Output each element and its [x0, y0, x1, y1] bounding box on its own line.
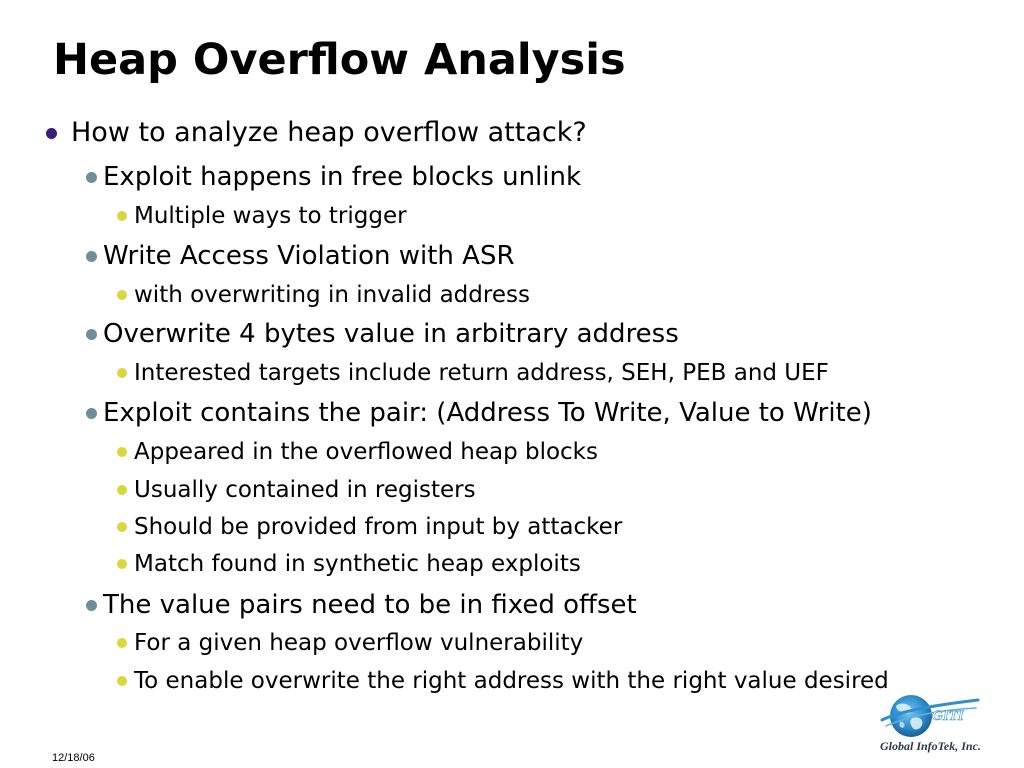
bullet-dot-icon	[117, 368, 127, 378]
bullet-dot-icon	[86, 251, 97, 262]
bullet-dot-icon	[117, 211, 127, 221]
bullet-dot-icon	[117, 676, 127, 686]
bullet-text: Exploit contains the pair: (Address To Write, Value to Write)	[103, 398, 872, 428]
bullet-text: Appeared in the overflowed heap blocks	[134, 439, 598, 465]
bullet-text: To enable overwrite the right address with the right value desired	[134, 668, 889, 694]
slide-title: Heap Overflow Analysis	[53, 35, 626, 85]
bullet-dot-icon	[117, 559, 127, 569]
bullet-text: Overwrite 4 bytes value in arbitrary address	[103, 319, 679, 349]
bullet-item	[86, 317, 679, 351]
bullet-item	[86, 396, 872, 430]
bullet-item	[117, 512, 622, 542]
bullet-dot-icon	[86, 329, 97, 340]
bullet-text: For a given heap overflow vulnerability	[134, 630, 584, 656]
bullet-item	[86, 588, 637, 622]
bullet-text: Should be provided from input by attacker	[134, 514, 623, 540]
bullet-item	[117, 666, 889, 696]
bullet-dot-icon	[117, 522, 127, 532]
bullet-text: The value pairs need to be in fixed offset	[103, 590, 637, 620]
bullet-item	[117, 549, 581, 579]
bullet-item	[117, 437, 598, 467]
bullet-dot-icon	[117, 447, 127, 457]
bullet-dot-icon	[46, 128, 57, 139]
bullet-item	[117, 358, 829, 388]
bullet-dot-icon	[86, 408, 97, 419]
bullet-text: Match found in synthetic heap exploits	[134, 551, 581, 577]
logo-company-name: Global InfoTek, Inc.	[880, 739, 981, 753]
bullet-item	[117, 628, 583, 658]
bullet-item	[117, 280, 530, 310]
bullet-dot-icon	[117, 290, 127, 300]
bullet-text: with overwriting in invalid address	[134, 282, 530, 308]
logo-brand-text: GITI	[932, 708, 964, 724]
bullet-text: Interested targets include return address, SEH, PEB and UEF	[134, 360, 829, 386]
bullet-item	[46, 115, 587, 151]
bullet-dot-icon	[86, 172, 97, 183]
bullet-text: Exploit happens in free blocks unlink	[103, 162, 582, 192]
bullet-item	[86, 160, 581, 194]
bullet-dot-icon	[117, 485, 127, 495]
bullet-text: Multiple ways to trigger	[134, 203, 407, 229]
bullet-item	[86, 239, 515, 273]
bullet-dot-icon	[86, 600, 97, 611]
bullet-item	[117, 201, 407, 231]
footer-date: 12/18/06	[52, 752, 95, 764]
bullet-item	[117, 475, 476, 505]
bullet-text: Write Access Violation with ASR	[103, 241, 515, 271]
bullet-text: Usually contained in registers	[134, 477, 476, 503]
bullet-text: How to analyze heap overflow attack?	[71, 117, 587, 148]
bullet-dot-icon	[117, 638, 127, 648]
